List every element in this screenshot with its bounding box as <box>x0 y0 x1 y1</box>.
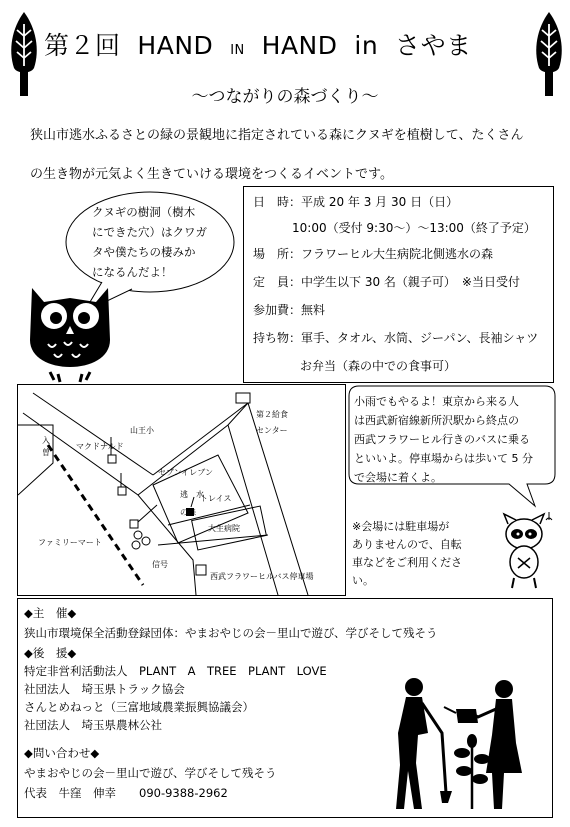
map-label-trace: トレイス <box>200 494 232 503</box>
support-3: さんとめねっと（三富地域農業振興協議会） <box>24 700 254 714</box>
event-info-box: 日 時：平成 20 年 3 月 30 日（日） 10:00（受付 9:30～）～13:00（終了予定） 場 所：フラワーヒル大生病院北側逃水の森 定 員：中学生以下 30 名（親子可） ※当日受付 参加費：無料 持ち物：軍手、タオル、水筒、ジーパン、長袖シャツ お弁当（森の中での食事可） <box>243 186 554 383</box>
credits-box <box>17 598 553 818</box>
parking-note: ※会場には駐車場が ありませんので、自転 車などをご利用くださ い。 <box>352 520 462 587</box>
map-label-center: センター <box>256 426 288 435</box>
raccoon-bubble-text: 小雨でもやるよ！東京から来る人 は西武新宿線新所沢駅から終点の 西武フラワーヒル行きのバスに乗る といいよ。停車場からは歩いて 5 分 で会場に着くよ。 <box>354 395 533 484</box>
map-label-familymart: ファミリーマート <box>38 538 102 547</box>
support-2: 社団法人 埼玉県トラック協会 <box>24 682 185 696</box>
map-label-nigemizu-1: 逃 水 <box>180 490 204 499</box>
intro-line-2: の生き物が元気よく生きていける環境をつくるイベントです。 <box>30 167 393 182</box>
contact-2: 代表 牛窪 伸幸 090-9388-2962 <box>24 786 228 800</box>
page-title: 第２回 HAND IN HAND in さやま <box>44 31 472 60</box>
planting-silhouette-illustration <box>386 673 536 813</box>
support-4: 社団法人 埼玉県農林公社 <box>24 718 162 732</box>
support-1: 特定非営利活動法人 PLANT A TREE PLANT LOVE <box>24 664 327 678</box>
map-label-sannou: 山王小 <box>130 426 154 435</box>
contact-heading: ◆問い合わせ◆ <box>24 746 100 760</box>
map-label-mcdonalds: マクドナルド <box>76 442 124 451</box>
map-label-daini: 第２給食 <box>256 410 288 419</box>
map-label-hospital: 大生病院 <box>208 524 240 533</box>
raccoon-illustration <box>494 512 558 592</box>
subtitle: ～つながりの森づくり～ <box>191 87 379 107</box>
map-label-seven: セブンイレブン <box>158 468 213 477</box>
organizer: 狭山市環境保全活動登録団体：やまおやじの会－里山で遊び、学びそして残そう <box>24 626 438 640</box>
intro-line-1: 狭山市逃水ふるさとの緑の景観地に指定されている森にクヌギを植樹して、たくさん <box>30 128 524 143</box>
access-map <box>17 384 346 596</box>
contact-1: やまおやじの会－里山で遊び、学びそして残そう <box>24 766 277 780</box>
map-label-signal: 信号 <box>152 560 168 569</box>
support-heading: ◆後 援◆ <box>24 646 77 660</box>
map-label-nigemizu-2: の森 <box>180 508 196 517</box>
organizer-heading: ◆主 催◆ <box>24 606 77 620</box>
owl-illustration <box>22 280 118 384</box>
map-label-kan-1: 入 <box>42 436 50 445</box>
map-label-busstop: 西武フラワーヒルバス停車場 <box>210 572 314 581</box>
owl-bubble-text: クヌギの樹洞（樹木 にできた穴）はクワガ タや僕たちの棲みか になるんだよ！ <box>92 205 207 279</box>
map-label-kan-2: 曽 <box>42 448 50 457</box>
